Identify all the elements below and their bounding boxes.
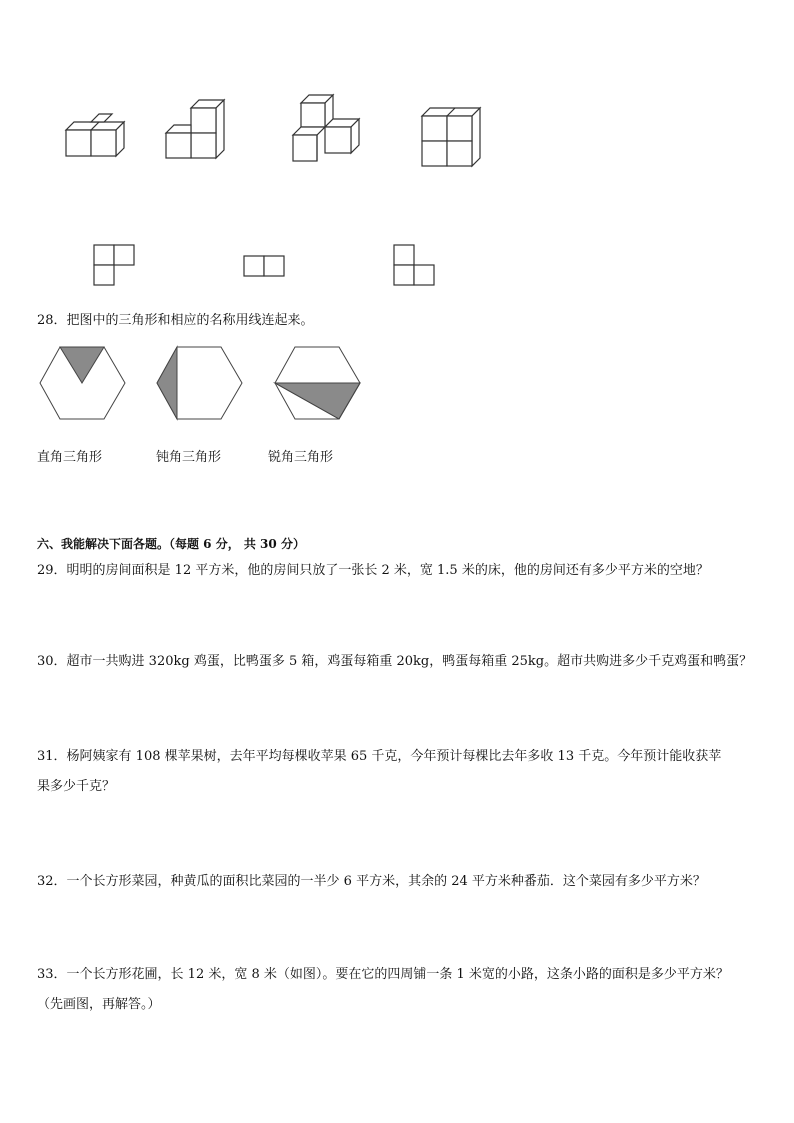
question-28: 28．把图中的三角形和相应的名称用线连起来。 xyxy=(37,313,314,328)
section-heading: 六、我能解决下面各题。（每题 6 分， 共 30 分） xyxy=(37,537,305,551)
hexagon-triangle-acute xyxy=(273,345,363,421)
question-33-line-1: 33．一个长方形花圃，长 12 米，宽 8 米（如图）。要在它的四周铺一条 1 米宽的小路，这条小路的面积是多少平方米？ xyxy=(37,967,729,982)
question-31-line-2: 果多少千克？ xyxy=(37,779,116,794)
question-33-line-2: （先画图，再解答。） xyxy=(37,997,161,1012)
cube-figure-3 xyxy=(289,93,365,165)
hexagon-triangle-right xyxy=(38,345,128,421)
question-31-line-1: 31．杨阿姨家有 108 棵苹果树，去年平均每棵收苹果 65 千克，今年预计每棵比去年多收 13 千克。今年预计能收获苹 xyxy=(37,749,722,764)
question-29: 29．明明的房间面积是 12 平方米，他的房间只放了一张长 2 米，宽 1.5 米的床，他的房间还有多少平方米的空地？ xyxy=(37,563,709,578)
label-obtuse-triangle: 钝角三角形 xyxy=(156,450,222,465)
label-right-triangle: 直角三角形 xyxy=(37,450,103,465)
label-acute-triangle: 锐角三角形 xyxy=(268,450,334,465)
question-30: 30．超市一共购进 320kg 鸡蛋，比鸭蛋多 5 箱，鸡蛋每箱重 20kg，鸭蛋每箱重 25kg。超市共购进多少千克鸡蛋和鸭蛋？ xyxy=(37,654,753,669)
view-figure-1 xyxy=(93,244,137,288)
cube-figure-2 xyxy=(162,98,228,162)
view-figure-3 xyxy=(393,244,437,288)
cube-figure-4 xyxy=(418,104,484,170)
cube-figure-1 xyxy=(62,110,128,162)
view-figure-2 xyxy=(243,255,287,279)
question-32: 32．一个长方形菜园，种黄瓜的面积比菜园的一半少 6 平方米，其余的 24 平方米种番茄．这个菜园有多少平方米？ xyxy=(37,874,706,889)
hexagon-triangle-obtuse xyxy=(155,345,245,421)
